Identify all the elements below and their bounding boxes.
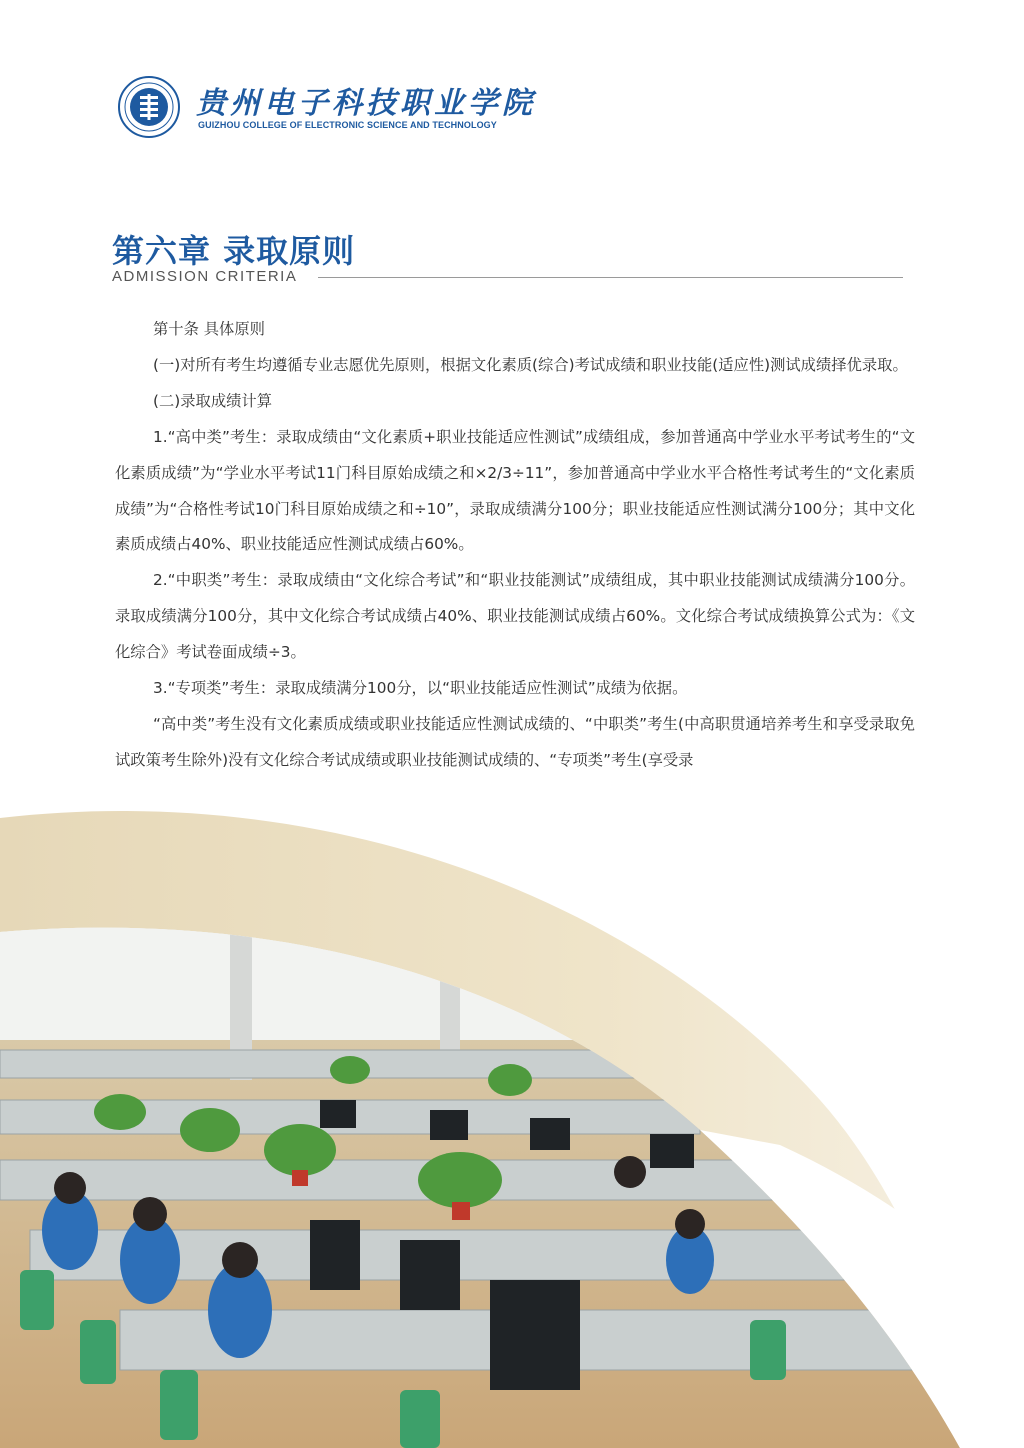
- college-seal-logo: [118, 76, 180, 138]
- body-text: [115, 312, 915, 779]
- paragraph: “高中类”考生没有文化素质成绩或职业技能适应性测试成绩的、“中职类”考生(中高职贯通培养考生和享受录取免试政策考生除外)没有文化综合考试成绩或职业技能测试成绩的、“专项类”考生(享受录: [115, 714, 915, 769]
- paragraph: (一)对所有考生均遵循专业志愿优先原则，根据文化素质(综合)考试成绩和职业技能(适应性)测试成绩择优录取。: [153, 355, 908, 374]
- paragraph: 1.“高中类”考生：录取成绩由“文化素质+职业技能适应性测试”成绩组成，参加普通高中学业水平考试考生的“文化素质成绩”为“学业水平考试11门科目原始成绩之和×2/3÷11”，参加普通高中学业水平合格性考试考生的“文化素质成绩”为“合格性考试10门科目原始成绩之和÷10”，录取成绩满分100分；职业技能适应性测试满分100分；其中文化素质成绩占40%、职业技能适应性测试成绩占60%。: [115, 427, 915, 554]
- chapter-subtitle: ADMISSION CRITERIA: [112, 268, 298, 285]
- paragraph: (二)录取成绩计算: [153, 391, 273, 410]
- page-header: [118, 72, 538, 142]
- title-divider: [318, 277, 903, 278]
- paragraph: 3.“专项类”考生：录取成绩满分100分，以“职业技能适应性测试”成绩为依据。: [153, 679, 688, 698]
- paragraph: 第十条 具体原则: [153, 320, 265, 338]
- college-name-cn: 贵州电子科技职业学院: [196, 86, 536, 121]
- computer-lab-photo: [0, 800, 1024, 1448]
- college-name-en: GUIZHOU COLLEGE OF ELECTRONIC SCIENCE AND TECHNOLOGY: [198, 120, 497, 130]
- chapter-title: 第六章 录取原则: [112, 232, 356, 270]
- paragraph: 2.“中职类”考生：录取成绩由“文化综合考试”和“职业技能测试”成绩组成，其中职业技能测试成绩满分100分。录取成绩满分100分，其中文化综合考试成绩占40%、职业技能测试成绩占60%。文化综合考试成绩换算公式为：《文化综合》考试卷面成绩÷3。: [115, 571, 915, 662]
